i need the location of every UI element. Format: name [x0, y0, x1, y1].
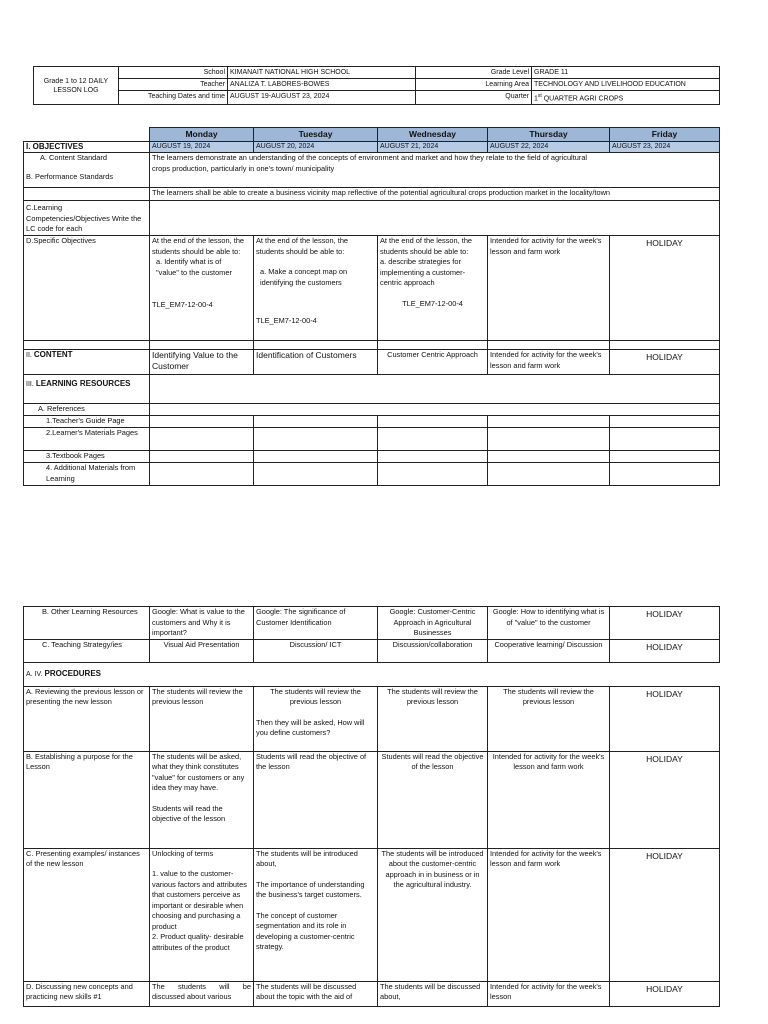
proc-a-thursday: The students will review the previous lesson: [488, 686, 610, 751]
proc-b-monday: [150, 751, 254, 848]
proc-a-wednesday: The students will review the previous lesson: [378, 686, 488, 751]
teacher-label: Teacher: [119, 79, 228, 91]
resources-title-prefix: III.: [26, 381, 34, 388]
strategy-monday: Visual Aid Presentation: [150, 639, 254, 662]
teachers-guide-label: 1.Teacher's Guide Page: [24, 416, 150, 428]
proc-d-monday: The students will be discussed about various: [150, 981, 254, 1006]
school-value: KIMANAIT NATIONAL HIGH SCHOOL: [228, 67, 416, 79]
specific-tuesday-item: a. Make a concept map on identifying the customers: [260, 267, 348, 287]
content-title: CONTENT: [33, 350, 73, 359]
content-label: [24, 350, 150, 375]
lm-monday: [150, 428, 254, 451]
proc-a-monday: The students will review the previous lesson: [150, 686, 254, 751]
teacher-value: ANALIZA T. LABORES-BOWES: [228, 79, 416, 91]
day-thursday: Thursday: [488, 128, 610, 142]
objectives-title: I. OBJECTIVES: [24, 142, 150, 153]
specific-tuesday-code: TLE_EM7-12-00-4: [256, 316, 317, 325]
objectives-table: [23, 127, 720, 486]
proc-b-monday-objective: Students will read the objective of the lesson: [152, 803, 226, 823]
quarter-suffix: st: [537, 93, 542, 99]
performance-label-spacer: [24, 188, 150, 201]
lesson-log-header: [33, 66, 720, 105]
specific-monday-intro: At the end of the lesson, the students should be able to:: [152, 236, 245, 256]
proc-c-thursday: Intended for activity for the week's lesson and farm work: [488, 848, 610, 981]
quarter-text: QUARTER AGRI CROPS: [541, 95, 624, 103]
strategy-tuesday: Discussion/ ICT: [254, 639, 378, 662]
school-label: School: [119, 67, 228, 79]
performance-standards-label: B. Performance Standards: [26, 171, 114, 181]
content-friday: HOLIDAY: [610, 350, 720, 375]
specific-wednesday: [378, 236, 488, 341]
proc-b-friday: HOLIDAY: [610, 751, 720, 848]
proc-b-label: B. Establishing a purpose for the Lesson: [24, 751, 150, 848]
proc-c-friday: HOLIDAY: [610, 848, 720, 981]
procedures-title: PROCEDURES: [44, 668, 101, 678]
proc-b-tuesday: Students will read the objective of the lesson: [254, 751, 378, 848]
date-monday: AUGUST 19, 2024: [150, 142, 254, 153]
content-thursday: Intended for activity for the week's lesson and farm work: [488, 350, 610, 375]
spacer-friday: [610, 341, 720, 350]
quarter-value: [532, 91, 720, 105]
proc-b-thursday: Intended for activity for the week's lesson and farm work: [488, 751, 610, 848]
tb-tuesday: [254, 451, 378, 463]
specific-monday-item: a. Identify what is of "value" to the customer: [156, 257, 232, 277]
dates-label: Teaching Dates and time: [119, 91, 228, 105]
proc-c-tuesday-intro: The students will be introduced about,: [256, 848, 358, 868]
proc-d-label: D. Discussing new concepts and practicing new skills #1: [24, 981, 150, 1006]
am-tuesday: [254, 463, 378, 486]
spacer-thursday: [488, 341, 610, 350]
content-monday: Identifying Value to the Customer: [150, 350, 254, 375]
strategy-wednesday: Discussion/collaboration: [378, 639, 488, 662]
specific-tuesday: [254, 236, 378, 341]
tg-wednesday: [378, 416, 488, 428]
competencies-value: [150, 201, 720, 236]
quarter-number: 1: [534, 95, 538, 103]
area-label: Learning Area: [416, 79, 532, 91]
other-monday: Google: What is value to the customers and Why it is important?: [150, 607, 254, 640]
grade-value: GRADE 11: [532, 67, 720, 79]
day-wednesday: Wednesday: [378, 128, 488, 142]
specific-monday: [150, 236, 254, 341]
proc-c-tuesday: [254, 848, 378, 981]
content-tuesday: Identification of Customers: [254, 350, 378, 375]
strategy-label: C. Teaching Strategy/ies: [24, 639, 150, 662]
quarter-label: Quarter: [416, 91, 532, 105]
procedures-header: [24, 662, 720, 686]
am-wednesday: [378, 463, 488, 486]
resources-title: LEARNING RESOURCES: [35, 379, 131, 388]
procedures-title-prefix: A. IV.: [26, 670, 43, 678]
other-tuesday: Google: The significance of Customer Identification: [254, 607, 378, 640]
proc-d-wednesday: The students will be discussed about,: [378, 981, 488, 1006]
strategy-thursday: Cooperative learning/ Discussion: [488, 639, 610, 662]
proc-a-tuesday: [254, 686, 378, 751]
date-wednesday: AUGUST 21, 2024: [378, 142, 488, 153]
corner-cell: [24, 128, 150, 142]
content-title-prefix: II.: [26, 352, 32, 359]
proc-c-tuesday-importance: The importance of understanding the business's target customers.: [256, 879, 365, 899]
grade-label: Grade Level: [416, 67, 532, 79]
specific-monday-code: TLE_EM7-12-00-4: [152, 300, 213, 309]
proc-a-tuesday-review: The students will review the previous lesson: [270, 686, 361, 706]
date-friday: AUGUST 23, 2024: [610, 142, 720, 153]
tg-monday: [150, 416, 254, 428]
performance-standard-text: The learners shall be able to create a business vicinity map reflective of the potential agricultural crops production market in the locality/town: [150, 188, 720, 201]
specific-thursday: Intended for activity for the week's lesson and farm work: [488, 236, 610, 341]
additional-materials-label: 4. Additional Materials from Learning: [24, 463, 150, 486]
proc-a-friday: HOLIDAY: [610, 686, 720, 751]
lm-tuesday: [254, 428, 378, 451]
tg-tuesday: [254, 416, 378, 428]
tb-monday: [150, 451, 254, 463]
resources-label: [24, 375, 150, 404]
other-friday: HOLIDAY: [610, 607, 720, 640]
day-tuesday: Tuesday: [254, 128, 378, 142]
tg-thursday: [488, 416, 610, 428]
other-resources-label: B. Other Learning Resources: [24, 607, 150, 640]
references-value: [150, 404, 720, 416]
lm-friday: [610, 428, 720, 451]
references-label: A. References: [24, 404, 150, 416]
proc-c-tuesday-segmentation: The concept of customer segmentation and its role in developing a customer-centric strategy.: [256, 910, 355, 951]
content-standard-label: A. Content Standard: [40, 153, 107, 162]
log-title: Grade 1 to 12 DAILY LESSON LOG: [34, 67, 119, 105]
day-monday: Monday: [150, 128, 254, 142]
am-thursday: [488, 463, 610, 486]
competencies-label: C.Learning Competencies/Objectives Write the LC code for each: [24, 201, 150, 236]
date-thursday: AUGUST 22, 2024: [488, 142, 610, 153]
proc-b-monday-question: The students will be asked, what they think constitutes "value" for customers or any idea they may have.: [152, 751, 245, 792]
proc-c-label: C. Presenting examples/ instances of the new lesson: [24, 848, 150, 981]
proc-a-label: A. Reviewing the previous lesson or presenting the new lesson: [24, 686, 150, 751]
proc-d-tuesday: The students will be discussed about the topic with the aid of: [254, 981, 378, 1006]
proc-c-monday: [150, 848, 254, 981]
am-friday: [610, 463, 720, 486]
area-value: TECHNOLOGY AND LIVELIHOOD EDUCATION: [532, 79, 720, 91]
specific-objectives-label: D.Specific Objectives: [24, 236, 150, 341]
spacer-wednesday: [378, 341, 488, 350]
proc-c-monday-term2: 2. Product quality- desirable attributes of the product: [152, 932, 244, 952]
other-wednesday: Google: Customer-Centric Approach in Agricultural Businesses: [378, 607, 488, 640]
date-tuesday: AUGUST 20, 2024: [254, 142, 378, 153]
lm-wednesday: [378, 428, 488, 451]
proc-d-friday: HOLIDAY: [610, 981, 720, 1006]
content-wednesday: Customer Centric Approach: [378, 350, 488, 375]
resources-value: [150, 375, 720, 404]
proc-a-tuesday-question: Then they will be asked, How will you define customers?: [256, 717, 365, 737]
specific-tuesday-intro: At the end of the lesson, the students should be able to:: [256, 236, 349, 256]
specific-wednesday-item: a. describe strategies for implementing a customer-centric approach: [380, 257, 466, 287]
textbook-label: 3.Textbook Pages: [24, 451, 150, 463]
proc-d-thursday: Intended for activity for the week's lesson: [488, 981, 610, 1006]
spacer-monday: [150, 341, 254, 350]
other-thursday: Google: How to identifying what is of "value" to the customer: [488, 607, 610, 640]
dates-value: AUGUST 19-AUGUST 23, 2024: [228, 91, 416, 105]
tb-friday: [610, 451, 720, 463]
day-friday: Friday: [610, 128, 720, 142]
tb-thursday: [488, 451, 610, 463]
proc-c-monday-terms: Unlocking of terms: [152, 848, 214, 858]
content-standard-text: The learners demonstrate an understanding of the concepts of environment and market and how they relate to the field of agricultural crops production, particularly in one's town/ municipality: [150, 153, 720, 188]
proc-c-wednesday: The students will be introduced about the customer-centric approach in in business or in the agricultural industry.: [378, 848, 488, 981]
am-monday: [150, 463, 254, 486]
procedures-table: [23, 606, 720, 1007]
strategy-friday: HOLIDAY: [610, 639, 720, 662]
lm-thursday: [488, 428, 610, 451]
tg-friday: [610, 416, 720, 428]
specific-friday: HOLIDAY: [610, 236, 720, 341]
specific-wednesday-intro: At the end of the lesson, the students should be able to:: [380, 236, 473, 256]
tb-wednesday: [378, 451, 488, 463]
standards-labels: [24, 153, 150, 188]
specific-wednesday-code: TLE_EM7-12-00-4: [402, 298, 463, 308]
spacer-tuesday: [254, 341, 378, 350]
proc-b-wednesday: Students will read the objective of the lesson: [378, 751, 488, 848]
learners-materials-label: 2.Learner's Materials Pages: [24, 428, 150, 451]
proc-c-monday-term1: 1. value to the customer- various factors and attributes that customers perceive as important or desirable when choosing and purchasing a product: [152, 869, 247, 931]
spacer-label: [24, 341, 150, 350]
